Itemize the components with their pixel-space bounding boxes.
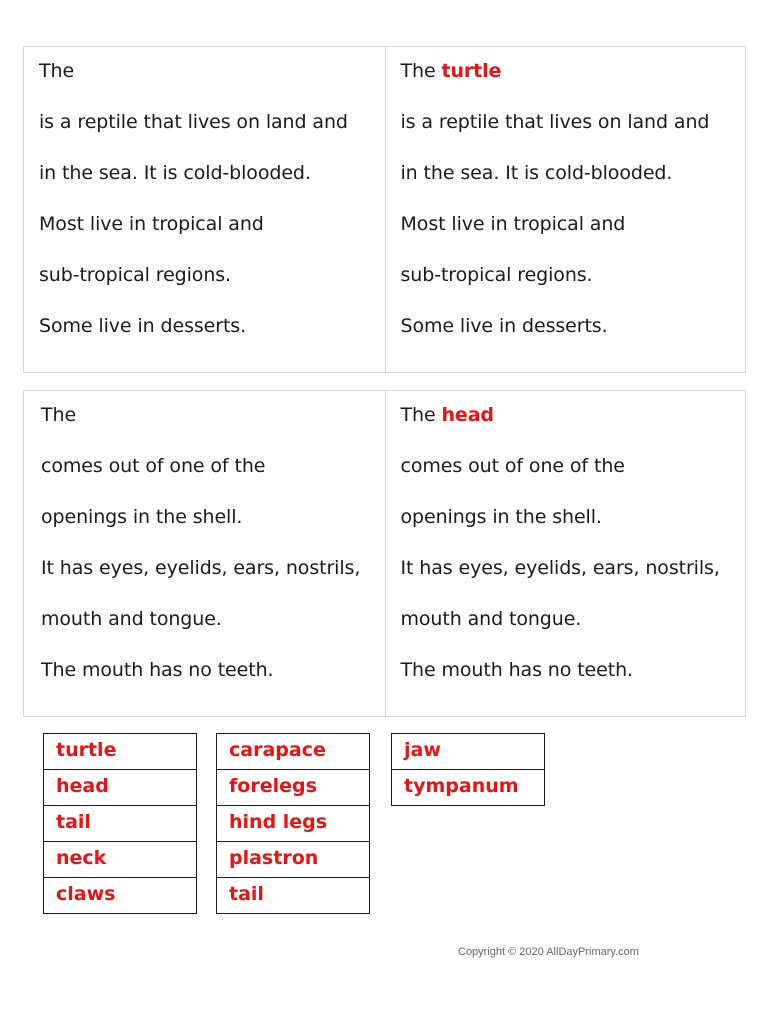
label-card: tympanum — [391, 769, 545, 806]
title-line — [401, 55, 746, 106]
text-line: It has eyes, eyelids, ears, nostrils, — [400, 557, 720, 579]
control-card-blank — [24, 391, 385, 716]
text-line: is a reptile that lives on land and — [39, 111, 348, 133]
text-line: is a reptile that lives on land and — [400, 111, 710, 133]
text-line: Some live in desserts. — [39, 315, 247, 337]
label-card: forelegs — [216, 769, 370, 806]
text-line: openings in the shell. — [400, 506, 602, 528]
label-card: jaw — [391, 733, 545, 770]
text-line: The mouth has no teeth. — [41, 659, 274, 681]
text-line: The — [41, 404, 77, 426]
text-line: It has eyes, eyelids, ears, nostrils, — [41, 557, 361, 579]
text-line: sub-tropical regions. — [400, 264, 593, 286]
control-card-answer — [385, 47, 746, 372]
label-card: tail — [216, 877, 370, 914]
text-line: in the sea. It is cold-blooded. — [400, 162, 673, 184]
text-line: in the sea. It is cold-blooded. — [39, 162, 311, 184]
text-line: The mouth has no teeth. — [400, 659, 633, 681]
label-column-3 — [391, 733, 545, 806]
label-card: plastron — [216, 841, 370, 878]
text-line: The — [39, 60, 75, 82]
text-line: sub-tropical regions. — [39, 264, 232, 286]
text-line: openings in the shell. — [41, 506, 243, 528]
label-card: tail — [43, 805, 197, 842]
label-card: claws — [43, 877, 197, 914]
answer-word: head — [441, 404, 494, 426]
label-card: turtle — [43, 733, 197, 770]
card-head — [23, 390, 746, 717]
label-card: carapace — [216, 733, 370, 770]
label-card: neck — [43, 841, 197, 878]
label-column-1 — [43, 733, 197, 914]
control-card-blank — [24, 47, 385, 372]
text-line: Most live in tropical and — [400, 213, 626, 235]
text-line: mouth and tongue. — [400, 608, 582, 630]
text-line: comes out of one of the — [41, 455, 266, 477]
label-column-2 — [216, 733, 370, 914]
copyright-text: Copyright © 2020 AllDayPrimary.com — [458, 946, 639, 958]
text-line: mouth and tongue. — [41, 608, 222, 630]
text-line: Most live in tropical and — [39, 213, 264, 235]
label-card: hind legs — [216, 805, 370, 842]
answer-word: turtle — [441, 60, 502, 82]
label-card: head — [43, 769, 197, 806]
text-line: comes out of one of the — [400, 455, 625, 477]
card-turtle — [23, 46, 746, 373]
control-card-answer — [385, 391, 746, 716]
title-line — [401, 399, 746, 450]
title-prefix: The — [400, 60, 442, 82]
title-prefix: The — [400, 404, 442, 426]
text-line: Some live in desserts. — [400, 315, 608, 337]
